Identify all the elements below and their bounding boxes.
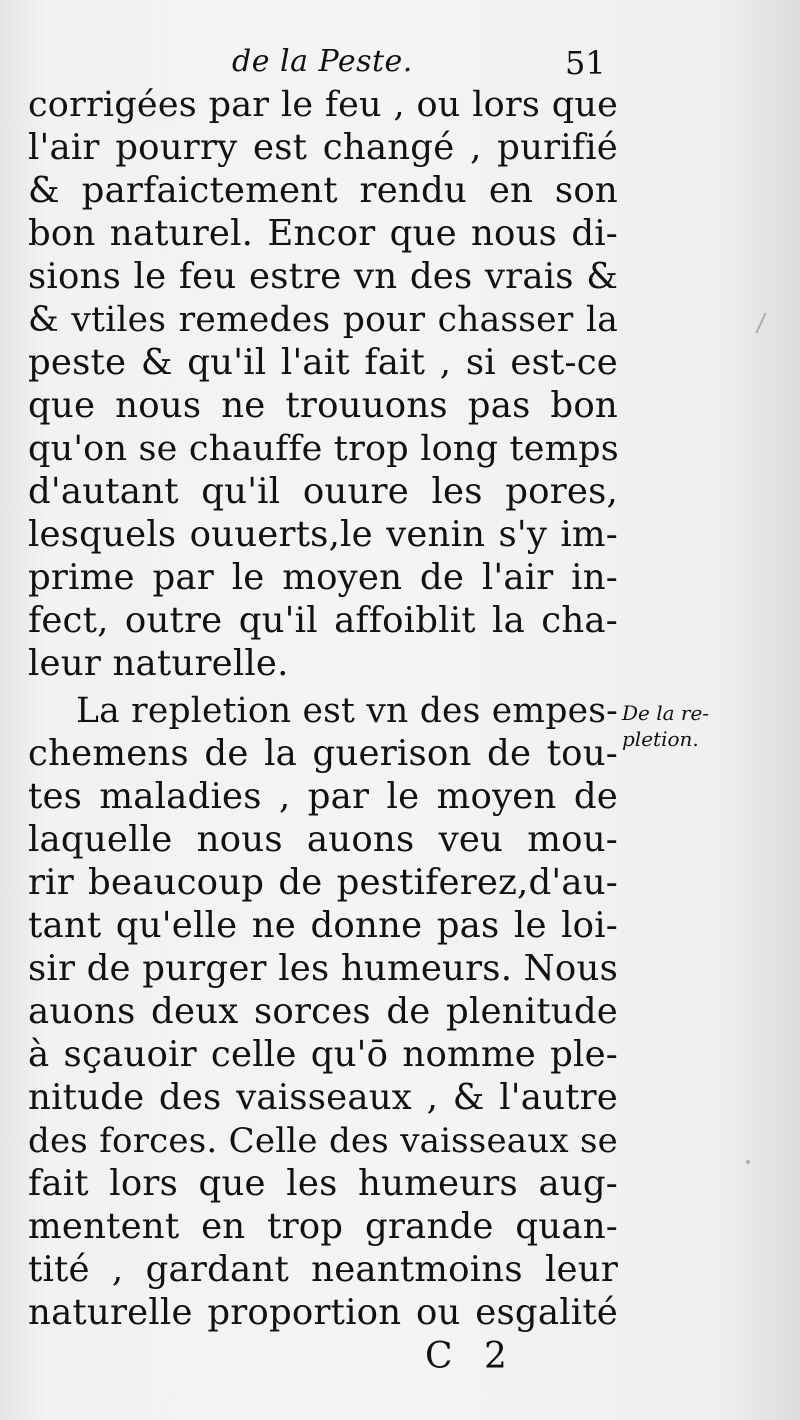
text-line: auons deux sorces de plenitude (28, 991, 618, 1032)
text-line: laquelle nous auons veu mou- (28, 819, 618, 860)
text-line: & vtiles remedes pour chasser la (28, 300, 618, 340)
margin-note (622, 700, 782, 752)
margin-note-line: pletion. (622, 727, 699, 751)
text-line: leur naturelle. (28, 643, 289, 684)
text-line: mentent en trop grande quan- (28, 1206, 618, 1247)
text-line: qu'on se chauffe trop long temps (28, 429, 619, 469)
text-line: fait lors que les humeurs aug- (28, 1163, 618, 1204)
text-line: & parfaictement rendu en son (28, 170, 618, 211)
signature-mark: C 2 (425, 1336, 517, 1377)
text-line: des forces. Celle des vaisseaux se (28, 1121, 618, 1161)
text-line: à sçauoir celle qu'ō nomme ple- (28, 1034, 618, 1075)
text-line: fect, outre qu'il affoiblit la cha- (28, 600, 618, 641)
text-line: peste & qu'il l'ait fait , si est-ce (28, 342, 618, 383)
text-line: prime par le moyen de l'air in- (28, 557, 618, 598)
text-line: lesquels ouuerts,le venin s'y im- (28, 514, 618, 555)
page-number: 51 (565, 44, 606, 82)
text-line: l'air pourry est changé , purifié (28, 127, 618, 168)
text-line: tes maladies , par le moyen de (28, 776, 618, 817)
text-line: corrigées par le feu , ou lors que (28, 85, 618, 125)
text-line: naturelle proportion ou esgalité (28, 1292, 618, 1333)
paragraph-first-line: La repletion est vn des empes- (76, 691, 618, 731)
text-line: sions le feu estre vn des vrais & (28, 256, 618, 297)
paper-mark (746, 1160, 750, 1164)
text-line: bon naturel. Encor que nous di- (28, 213, 618, 254)
text-line: sir de purger les humeurs. Nous (28, 948, 618, 989)
text-line: d'autant qu'il ouure les pores, (28, 471, 618, 512)
margin-note-line: De la re- (622, 701, 710, 725)
text-line: tant qu'elle ne donne pas le loi- (28, 905, 618, 946)
running-title: de la Peste. (232, 44, 413, 79)
text-line: chemens de la guerison de tou- (28, 733, 618, 774)
text-line: tité , gardant neantmoins leur (28, 1249, 618, 1290)
text-line: rir beaucoup de pestiferez,d'au- (28, 862, 618, 903)
text-line: que nous ne trouuons pas bon (28, 385, 618, 426)
text-line: nitude des vaisseaux , & l'autre (28, 1077, 618, 1118)
paper-mark (755, 313, 766, 334)
